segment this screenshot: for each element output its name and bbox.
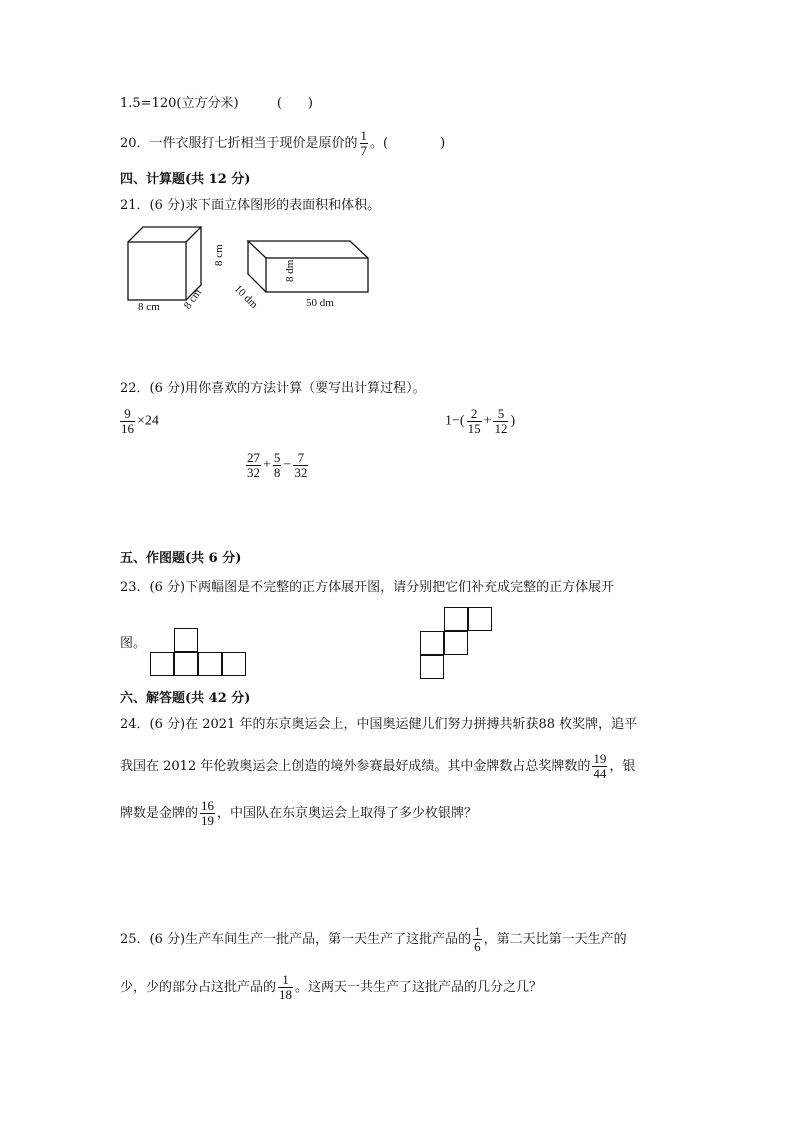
q19-line [120, 96, 313, 112]
calc-expression-2 [445, 407, 515, 436]
q24-line3-start: 牌数是金牌的 [120, 806, 199, 821]
section-5-heading: 五、作图题(共 6 分) [120, 551, 242, 566]
expr2-lead: 1−( [445, 413, 465, 429]
fraction-denominator: 6 [474, 939, 481, 954]
cuboid-label-length: 50 dm [306, 297, 334, 309]
q25-line2-text: 少，少的部分占这批产品的 [120, 980, 277, 995]
expr1-rest: ×24 [137, 413, 159, 429]
fraction-numerator: 1 [360, 128, 368, 143]
q24-fraction-gold [592, 752, 607, 781]
fraction-numerator: 7 [297, 450, 305, 465]
expr3-operator-1: + [263, 457, 271, 473]
q23-text-line2: 图。 [120, 636, 147, 651]
fraction-denominator: 8 [273, 465, 281, 480]
fraction-denominator: 19 [201, 813, 215, 828]
cube-figure [118, 222, 225, 314]
fraction-denominator: 32 [247, 465, 260, 480]
fraction-numerator: 16 [201, 798, 215, 813]
net1-square [174, 652, 198, 676]
net1-square [198, 652, 222, 676]
expr2-operator: + [483, 413, 492, 429]
q21-text: 21．(6 分)求下面立体图形的表面积和体积。 [120, 198, 381, 213]
cuboid-figure [231, 234, 374, 314]
q25-text-line2 [120, 973, 542, 1002]
fraction-denominator: 15 [467, 421, 481, 436]
q24-line2-text: 我国在 2012 年伦敦奥运会上创造的境外参赛最好成绩。其中金牌数占总奖牌数的 [120, 759, 591, 774]
calc-expression-3 [246, 451, 310, 480]
net1-square [222, 652, 246, 676]
q20-line [120, 129, 445, 158]
expr2-fraction-1 [467, 407, 482, 436]
q24-text-line2 [120, 752, 635, 781]
q24-text-line3 [120, 799, 477, 828]
expr2-tail: ) [510, 413, 516, 429]
section-6-heading: 六、解答题(共 42 分) [120, 691, 251, 706]
fraction-numerator: 5 [497, 406, 505, 421]
fraction-numerator: 2 [470, 406, 478, 421]
section-4-heading: 四、计算题(共 12 分) [120, 172, 251, 187]
cuboid-label-height: 8 dm [284, 259, 296, 282]
fraction-numerator: 27 [247, 450, 260, 465]
fraction-numerator: 9 [124, 406, 131, 421]
fraction-denominator: 16 [121, 421, 134, 436]
q24-line3-end: ，中国队在东京奥运会上取得了多少枚银牌？ [217, 806, 478, 821]
q24-line2-end: ，银 [609, 759, 636, 774]
q20-fraction [360, 129, 369, 158]
cube-label-bottom: 8 cm [138, 301, 160, 313]
q22-text: 22．(6 分)用你喜欢的方法计算（要写出计算过程）。 [120, 381, 426, 396]
expr3-fraction-3 [293, 451, 308, 480]
fraction-denominator: 7 [360, 143, 368, 158]
fraction-numerator: 1 [474, 924, 481, 939]
q25-fraction-less [278, 973, 293, 1002]
q25-line2-end: 。这两天一共生产了这批产品的几分之几？ [295, 980, 543, 995]
q20-text: 20．一件衣服打七折相当于现价是原价的 [120, 136, 358, 151]
expr3-operator-2: − [283, 457, 292, 473]
net2-square [420, 655, 444, 679]
calc-expression-1 [120, 407, 159, 436]
expr2-fraction-2 [493, 407, 508, 436]
expr3-fraction-2 [273, 451, 282, 480]
q19-text: 1.5=120(立方分米) [120, 96, 239, 111]
fraction-denominator: 44 [593, 766, 607, 781]
q25-line1-end: ，第二天比第一天生产的 [483, 932, 627, 947]
q25-fraction-day1 [473, 925, 482, 954]
expr1-fraction [120, 407, 135, 436]
fraction-numerator: 5 [273, 450, 281, 465]
expr3-fraction-1 [246, 451, 261, 480]
net2-square [444, 607, 468, 631]
net2-square [444, 631, 468, 655]
q19-answer-blank[interactable]: ( ) [276, 96, 313, 111]
fraction-numerator: 1 [282, 972, 289, 987]
net2-square [468, 607, 492, 631]
q23-text-line1: 23．(6 分)下两幅图是不完整的正方体展开图，请分别把它们补充成完整的正方体展开 [120, 580, 615, 595]
fraction-denominator: 12 [494, 421, 508, 436]
net1-square [150, 652, 174, 676]
q20-answer-blank[interactable]: 。( ) [370, 136, 446, 151]
cube-label-depth: 8 cm [181, 286, 204, 312]
net1-square [174, 628, 198, 652]
cuboid-label-depth: 10 dm [231, 282, 260, 311]
net2-square [420, 631, 444, 655]
q24-text-line1: 24．(6 分)在 2021 年的东京奥运会上，中国奥运健儿们努力拼搏共斩获88 枚奖牌，追平 [120, 717, 638, 732]
q25-line1-text: 25．(6 分)生产车间生产一批产品，第一天生产了这批产品的 [120, 932, 472, 947]
fraction-numerator: 19 [593, 751, 607, 766]
q25-text-line1 [120, 925, 627, 954]
fraction-denominator: 32 [294, 465, 308, 480]
q24-fraction-silver [200, 799, 215, 828]
fraction-denominator: 18 [279, 987, 293, 1002]
cube-label-height: 8 cm [213, 244, 225, 266]
